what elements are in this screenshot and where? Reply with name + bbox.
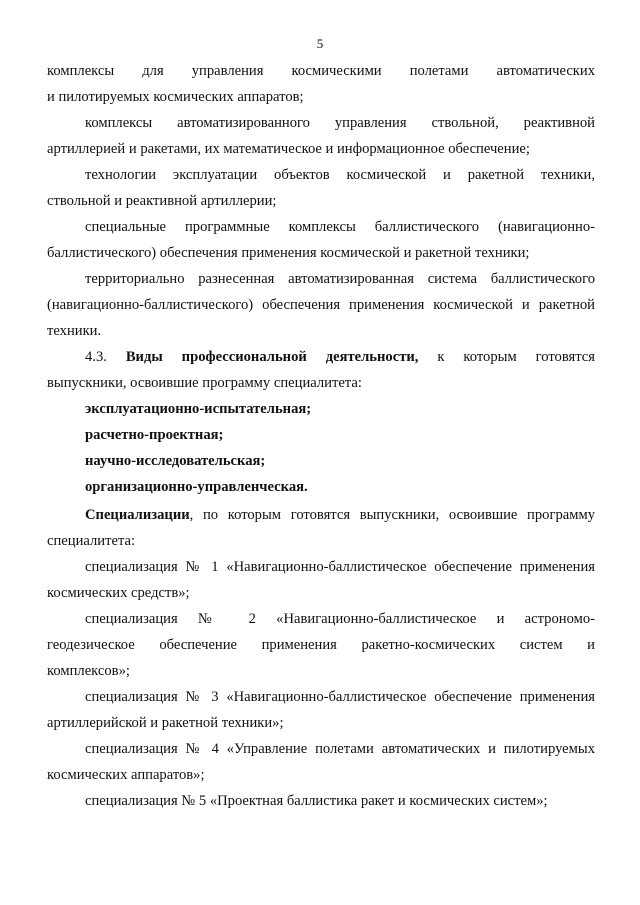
text-line: специализация № 2 «Навигационно-баллистическое и астрономо- (85, 611, 595, 627)
section-title: Виды профессиональной деятельности, (125, 349, 419, 365)
section-number: 4.3. (85, 349, 107, 365)
text-line: баллистического) обеспечения применения космической и ракетной техники; (47, 245, 530, 261)
text-line: специализация № 4 «Управление полетами автоматических и пилотируемых (85, 741, 595, 757)
text-line: техники. (47, 323, 102, 339)
specialization-2 (47, 606, 595, 684)
text-line: специализация № 5 «Проектная баллистика ракет и космических систем»; (85, 793, 548, 809)
text-line: комплексы для управления космическими полетами автоматических (47, 63, 595, 79)
activity-item: научно-исследовательская; (85, 453, 266, 469)
text-line: космических аппаратов»; (47, 767, 205, 783)
text-line: выпускники, освоившие программу специалитета: (47, 375, 362, 391)
paragraph-artillery-control (47, 110, 595, 162)
text-line: технологии эксплуатации объектов космической и ракетной техники, (85, 167, 595, 183)
text-line: геодезическое обеспечение применения ракетно-космических систем и (47, 637, 595, 653)
specializations-intro (47, 502, 595, 554)
text-line: космических средств»; (47, 585, 190, 601)
specialization-5 (47, 788, 595, 814)
paragraph-distributed-system (47, 266, 595, 344)
section-title-rest: к которым готовятся (437, 349, 595, 365)
paragraph-software-complexes (47, 214, 595, 266)
text-line: специальные программные комплексы баллистического (навигационно- (85, 219, 595, 235)
specialization-4 (47, 736, 595, 788)
text-line (47, 502, 595, 528)
specialization-1 (47, 554, 595, 606)
text-line: (навигационно-баллистического) обеспечения применения космической и ракетной (47, 297, 595, 313)
text-line: специализация № 3 «Навигационно-баллистическое обеспечение применения (85, 689, 595, 705)
section-heading-line (47, 344, 595, 370)
activity-item: эксплуатационно-испытательная; (85, 401, 312, 417)
text-line: артиллерийской и ракетной техники»; (47, 715, 284, 731)
text-line: ствольной и реактивной артиллерии; (47, 193, 277, 209)
text-line: комплексы автоматизированного управления ствольной, реактивной (85, 115, 595, 131)
specializations-intro-rest: , по которым готовятся выпускники, освоившие программу (189, 507, 595, 523)
text-line: артиллерией и ракетами, их математическое и информационное обеспечение; (47, 141, 530, 157)
text-line: и пилотируемых космических аппаратов; (47, 89, 304, 105)
text-line: комплексов»; (47, 663, 130, 679)
specialization-3 (47, 684, 595, 736)
page-number: 5 (316, 36, 324, 51)
text-line: специализация № 1 «Навигационно-баллистическое обеспечение применения (85, 559, 595, 575)
activity-item: организационно-управленческая. (85, 479, 308, 495)
paragraph-space-flight-control (47, 58, 595, 110)
specializations-label: Специализации (85, 507, 190, 523)
text-line: территориально разнесенная автоматизированная система баллистического (85, 271, 595, 287)
text-line: специалитета: (47, 533, 136, 549)
section-4-3 (47, 344, 595, 396)
activities-list (47, 396, 595, 500)
activity-item: расчетно-проектная; (85, 427, 224, 443)
paragraph-exploitation-technologies (47, 162, 595, 214)
